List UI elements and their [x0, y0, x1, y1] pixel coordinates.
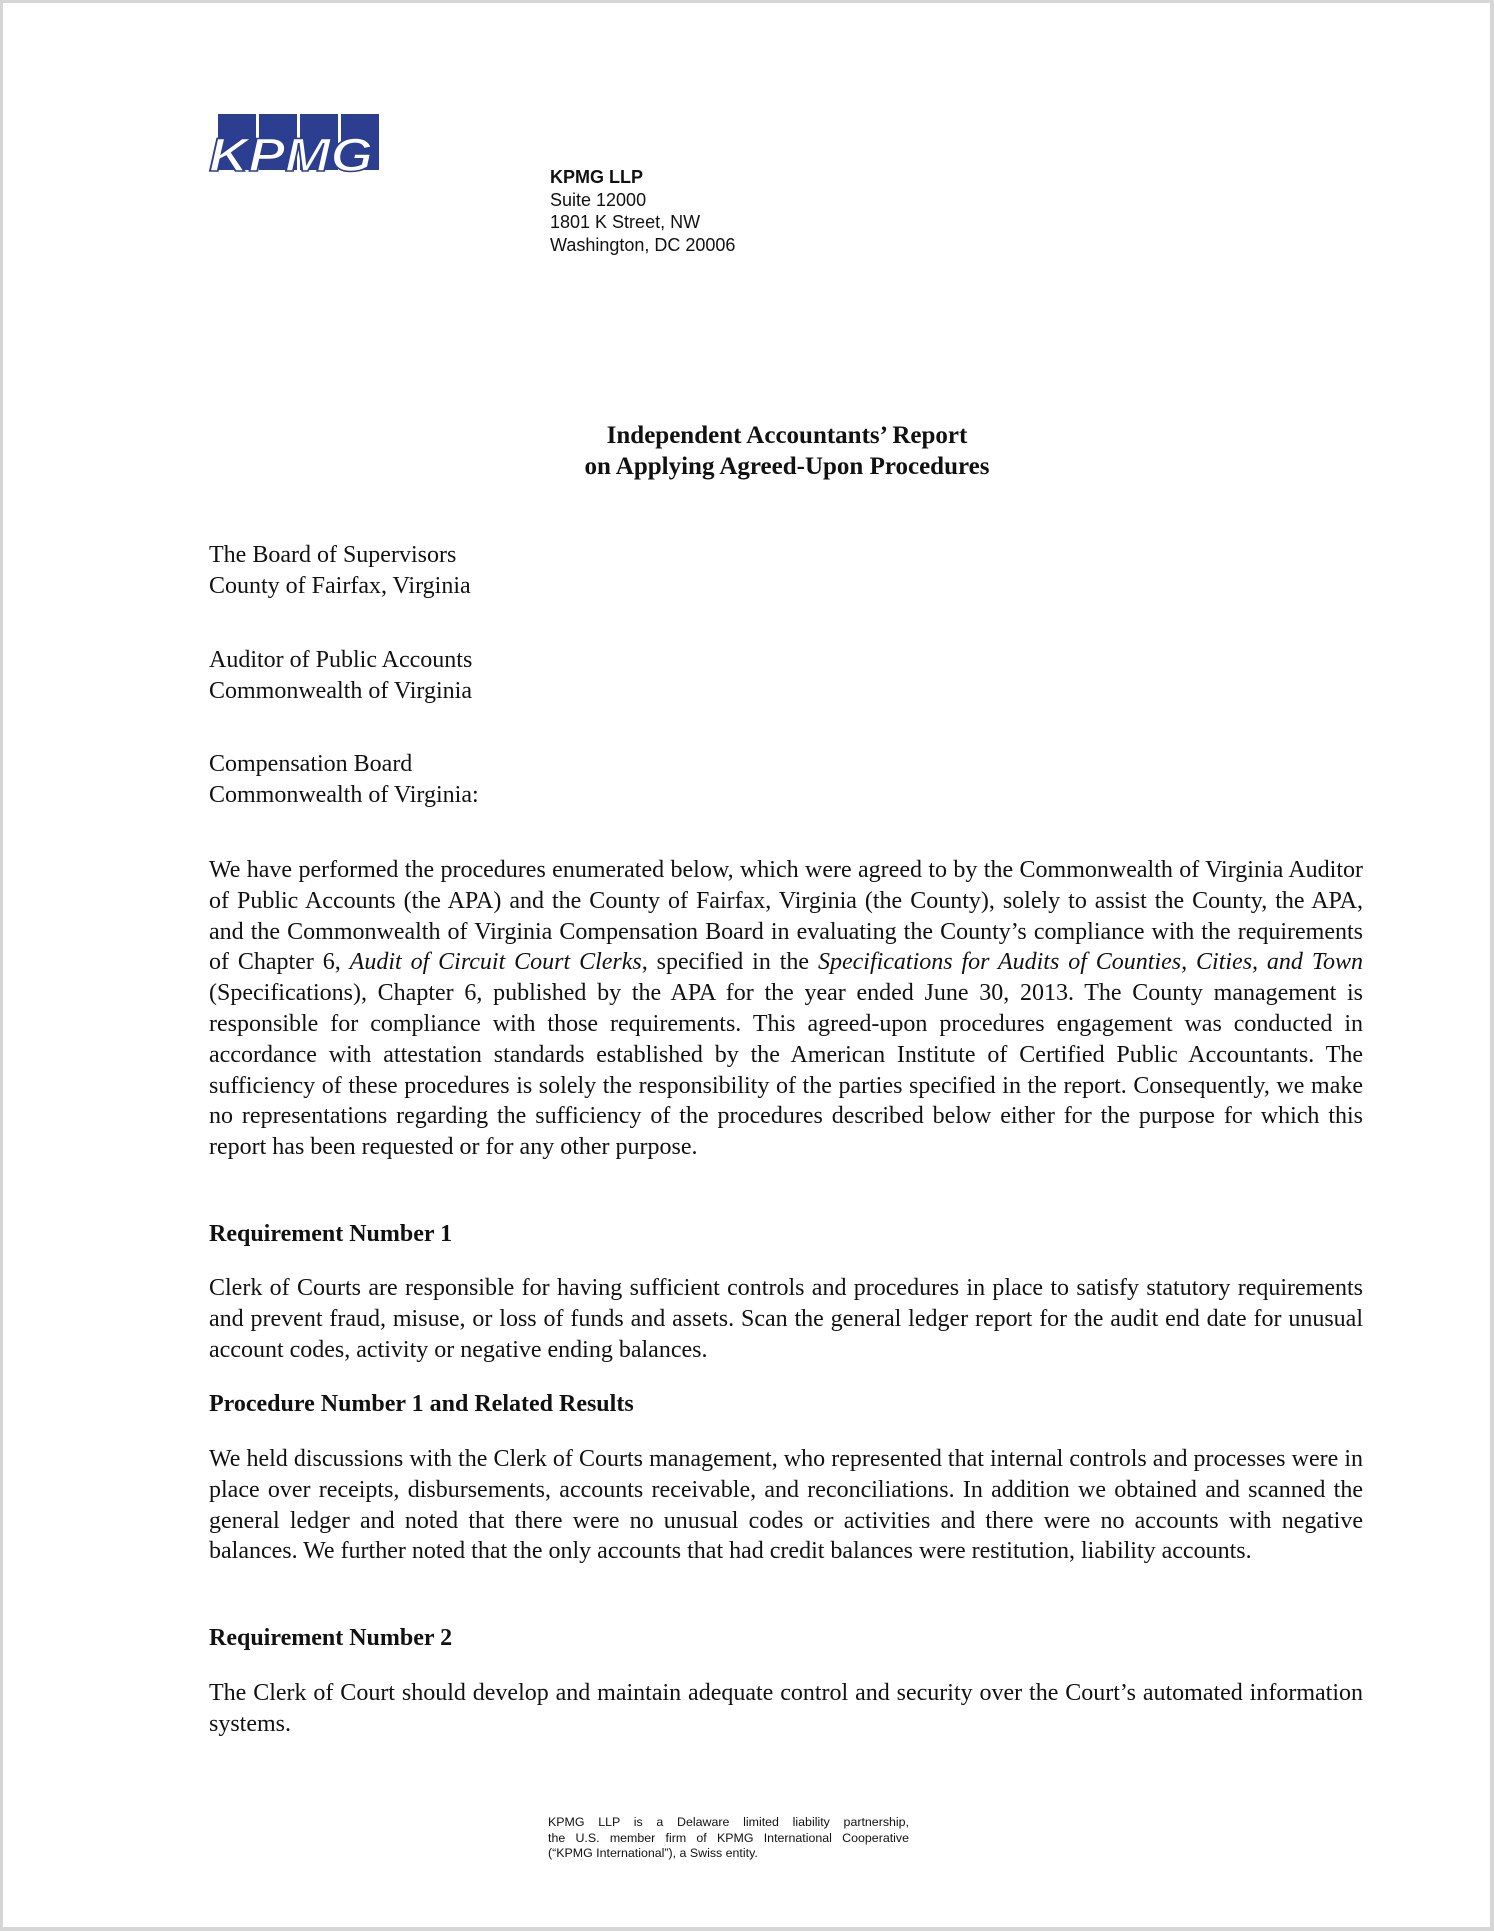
- logo-text: KPMG: [209, 128, 373, 177]
- section-body: We held discussions with the Clerk of Courts management, who represented that internal controls and processes were in place over receipts, disbursements, accounts receivable, and reconciliations. In addition we obtained and scanned the general ledger and noted that there were no unusual codes or activities and there were no accounts with negative balances. We further noted that the only accounts that had credit balances were restitution, liability accounts.: [209, 1446, 1363, 1565]
- document-page: [3, 3, 1490, 1927]
- kpmg-logo: [207, 111, 383, 177]
- addressee-line: Auditor of Public Accounts: [209, 647, 473, 673]
- page-footer: [548, 1815, 909, 1862]
- addressee-line: The Board of Supervisors: [209, 542, 457, 568]
- footer-line: KPMG LLP is a Delaware limited liability partnership,: [548, 1815, 909, 1829]
- addressee-block: [209, 645, 472, 707]
- intro-text: , specified in the: [641, 949, 818, 976]
- report-title-line: on Applying Agreed-Upon Procedures: [584, 452, 990, 480]
- intro-italic-title: Audit of Circuit Court Clerks: [349, 949, 642, 976]
- intro-text: (Specifications), Chapter 6, published by the APA for the year ended June 30, 2013. The County management is responsible for compliance with those requirements. This agreed-upon procedures engagement was conducted in accordance with attestation standards established by the American Institute of Certified Public Accountants. The sufficiency of these procedures is solely the responsibility of the parties specified in the report. Consequently, we make no representations regarding the sufficiency of the procedures described below either for the purpose for which this report has been requested or for any other purpose.: [209, 980, 1363, 1161]
- firm-name: KPMG LLP: [550, 167, 643, 187]
- addressee-line: Commonwealth of Virginia: [209, 677, 472, 704]
- report-title-line: Independent Accountants’ Report: [606, 422, 968, 449]
- section-body: The Clerk of Court should develop and maintain adequate control and security over the Court’s automated information systems.: [209, 1680, 1363, 1737]
- intro-italic-title: Specifications for Audits of Counties, Cities, and Town: [817, 949, 1363, 976]
- addressee-line: Compensation Board: [209, 751, 413, 777]
- intro-paragraph: [209, 855, 1363, 1163]
- footer-line: (“KPMG International”), a Swiss entity.: [548, 1846, 758, 1860]
- addressee-block: [209, 540, 471, 602]
- footer-line: the U.S. member firm of KPMG International Cooperative: [548, 1830, 909, 1845]
- addressee-line: County of Fairfax, Virginia: [209, 572, 471, 599]
- section-heading: Procedure Number 1 and Related Results: [209, 1391, 634, 1417]
- section-heading: Requirement Number 2: [209, 1625, 453, 1651]
- firm-address: [550, 166, 735, 256]
- addressee-block: [209, 749, 479, 811]
- section-heading: Requirement Number 1: [209, 1221, 453, 1247]
- address-line: 1801 K Street, NW: [550, 212, 701, 232]
- addressee-line: Commonwealth of Virginia:: [209, 781, 479, 808]
- section-body: Clerk of Courts are responsible for having sufficient controls and procedures in place to satisfy statutory requirements and prevent fraud, misuse, or loss of funds and assets. Scan the general ledger report for the audit end date for unusual account codes, activity or negative ending balances.: [209, 1275, 1363, 1363]
- report-title: [3, 421, 1494, 482]
- address-line: Washington, DC 20006: [550, 234, 736, 255]
- intro-text: We have performed the procedures enumerated below, which were agreed to by the Commonwealth of Virginia Auditor of Public Accounts (the APA) and the County of Fairfax, Virginia (the County), solely to assist the County, the APA, and the Commonwealth of Virginia Compensation Board in evaluating the County’s compliance with the requirements of Chapter 6,: [209, 857, 1363, 976]
- address-line: Suite 12000: [550, 189, 647, 210]
